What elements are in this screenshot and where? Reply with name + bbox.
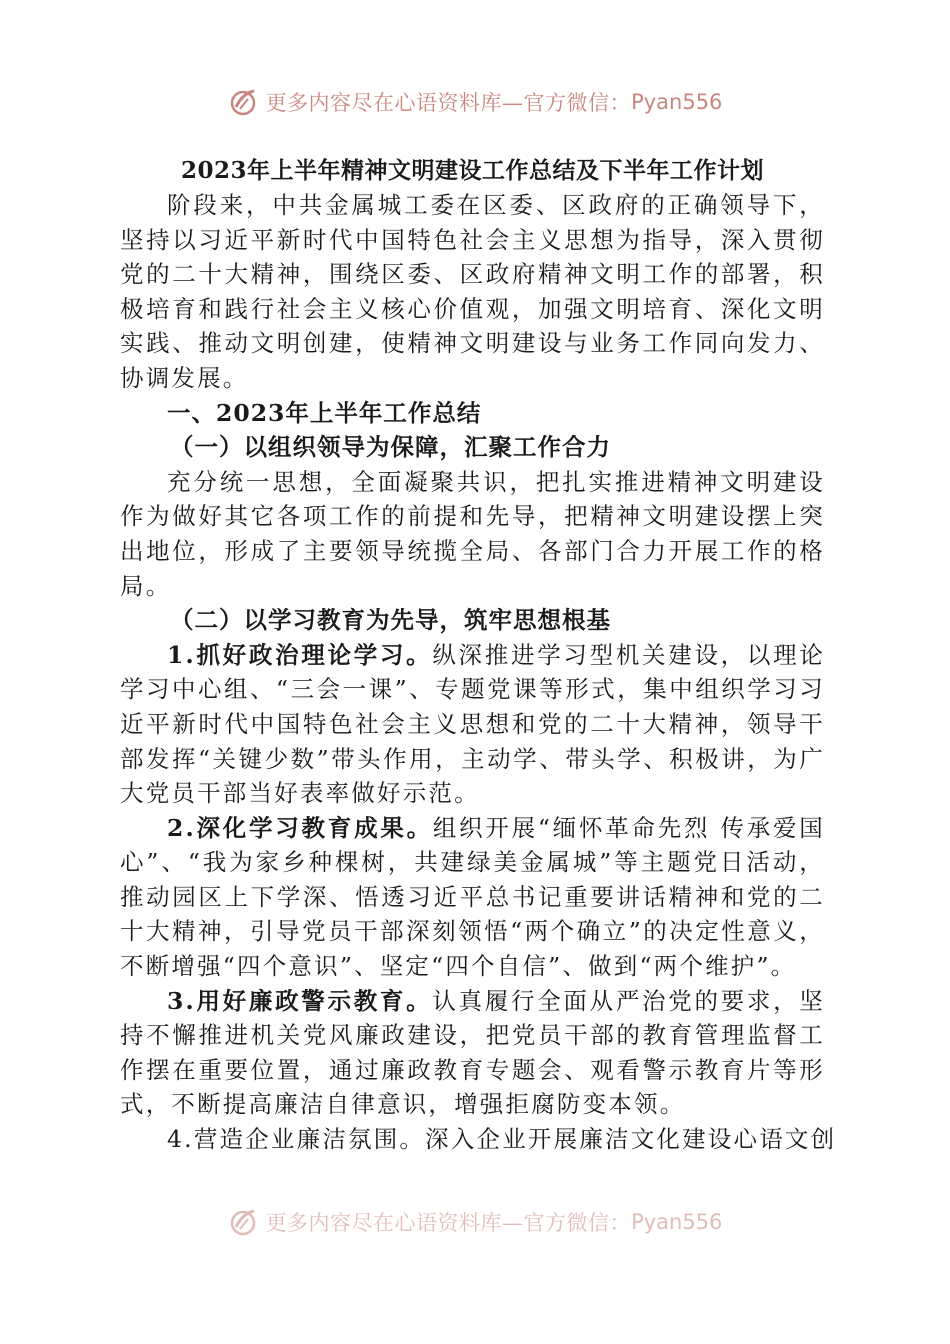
watermark-id: Pyan556 <box>631 90 723 114</box>
item-2-lead: 2.深化学习教育成果。 <box>167 813 433 842</box>
watermark-text: 更多内容尽在心语资料库—官方微信： <box>265 91 632 115</box>
watermark-text-bottom: 更多内容尽在心语资料库—官方微信： <box>265 1211 632 1235</box>
item-1-lead: 1.抓好政治理论学习。 <box>167 640 433 669</box>
watermark-id-bottom: Pyan556 <box>631 1210 723 1234</box>
item-1-body: 纵深推进学习型机关建设，以理论学习中心组、“三会一课”、专题党课等形式，集中组织学习习近平新时代中国特色社会主义思想和党的二十大精神，领导干部发挥“关键少数”带头作用，主动学、带头学、积极讲，为广大党员干部当好表率做好示范。 <box>120 640 825 808</box>
section-heading-1: 一、2023年上半年工作总结 <box>167 398 482 427</box>
subsection-1-paragraph: 充分统一思想，全面凝聚共识，把扎实推进精神文明建设作为做好其它各项工作的前提和先导，把精神文明建设摆上突出地位，形成了主要领导统揽全局、各部门合力开展工作的格局。 <box>120 467 825 600</box>
item-2-paragraph <box>120 811 825 984</box>
logo-icon <box>228 85 262 119</box>
watermark-banner-top <box>0 82 950 122</box>
subsection-heading-1: （一）以组织领导为保障，汇聚工作合力 <box>170 433 611 462</box>
item-3-body: 认真履行全面从严治党的要求，坚持不懈推进机关党风廉政建设，把党员干部的教育管理监督工作摆在重要位置，通过廉政教育专题会、观看警示教育片等形式，不断提高廉洁自律意识，增强拒腐防变本领。 <box>120 986 825 1119</box>
item-4-paragraph: 4.营造企业廉洁氛围。深入企业开展廉洁文化建设心语文创 <box>167 1125 837 1154</box>
item-3-paragraph <box>120 984 825 1122</box>
document-body <box>120 154 837 1157</box>
item-3-lead: 3.用好廉政警示教育。 <box>167 986 433 1015</box>
watermark-banner-bottom <box>0 1202 950 1242</box>
logo-icon-bottom <box>228 1205 262 1239</box>
subsection-heading-2: （二）以学习教育为先导，筑牢思想根基 <box>170 606 611 635</box>
item-1-paragraph <box>120 638 825 811</box>
item-2-body: 组织开展“缅怀革命先烈 传承爱国心”、“我为家乡种棵树，共建绿美金属城”等主题党日活动，推动园区上下学深、悟透习近平总书记重要讲话精神和党的二十大精神，引导党员干部深刻领悟“两个确立”的决定性意义，不断增强“四个意识”、坚定“四个自信”、做到“两个维护”。 <box>120 813 826 981</box>
intro-paragraph: 阶段来，中共金属城工委在区委、区政府的正确领导下，坚持以习近平新时代中国特色社会主义思想为指导，深入贯彻党的二十大精神，围绕区委、区政府精神文明工作的部署，积极培育和践行社会主义核心价值观，加强文明培育、深化文明实践、推动文明创建，使精神文明建设与业务工作同向发力、协调发展。 <box>120 191 825 392</box>
document-title: 2023年上半年精神文明建设工作总结及下半年工作计划 <box>180 157 764 184</box>
